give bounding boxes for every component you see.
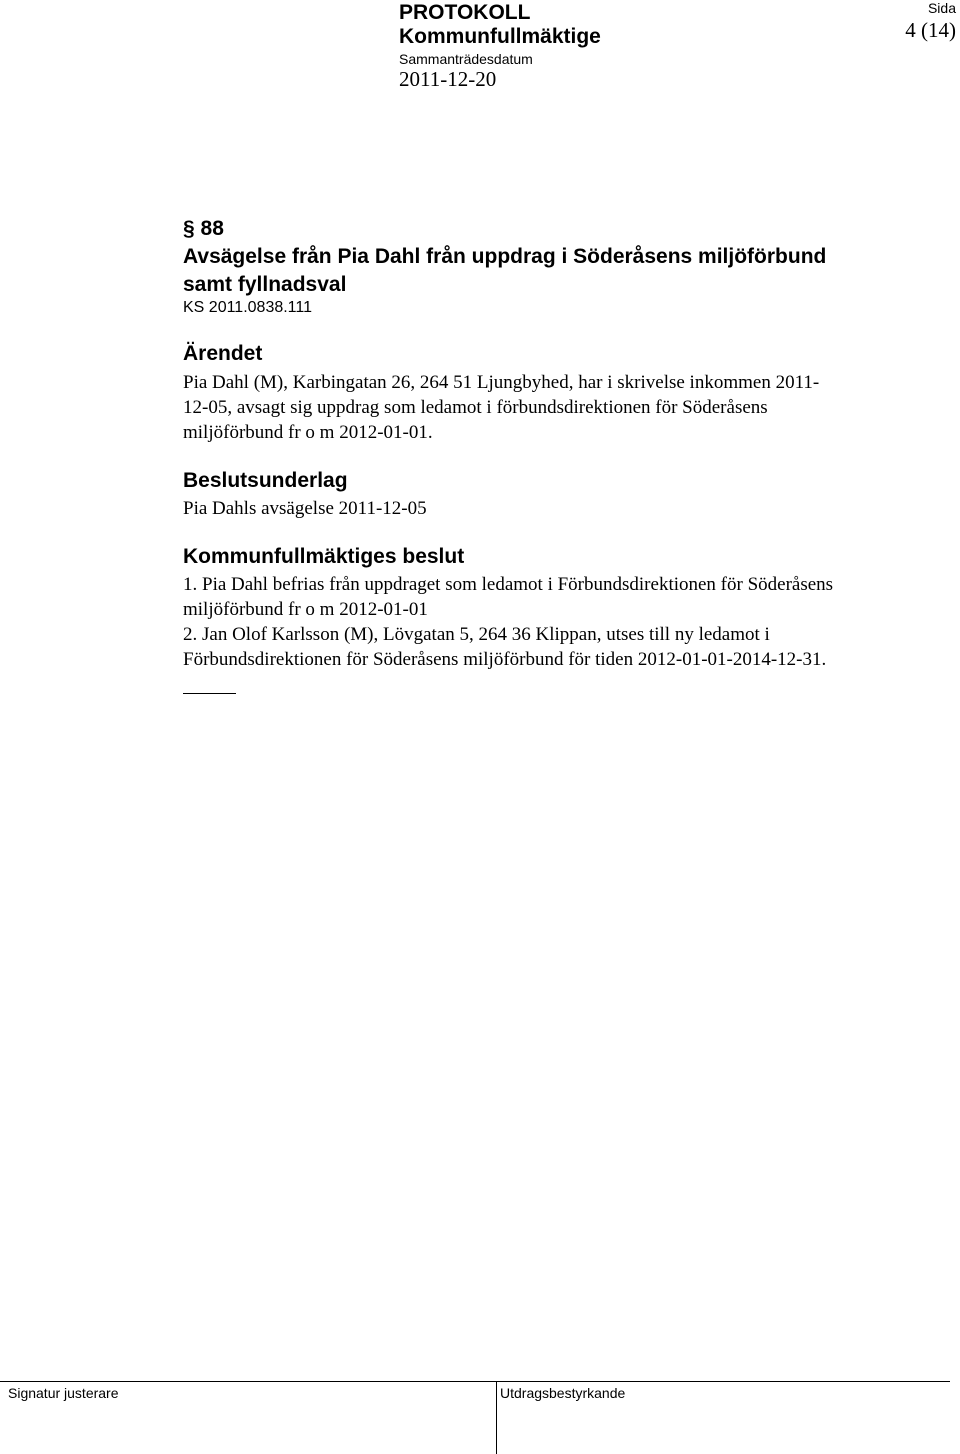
text-line: Pia Dahl (M), Karbingatan 26, 264 51 Ljungbyhed, har i skrivelse inkommen 2011- — [183, 372, 820, 393]
item-title-line: Avsägelse från Pia Dahl från uppdrag i Söderåsens miljöförbund — [183, 245, 827, 268]
section-body-beslutsunderlag — [183, 496, 427, 521]
text-line: Pia Dahls avsägelse 2011-12-05 — [183, 498, 427, 519]
document-type: PROTOKOLL — [399, 1, 531, 24]
page-number: 4 (14) — [905, 18, 956, 42]
text-line: miljöförbund fr o m 2012-01-01. — [183, 422, 433, 443]
section-heading-arendet: Ärendet — [183, 342, 263, 365]
section-heading-beslut: Kommunfullmäktiges beslut — [183, 545, 465, 568]
text-line: 1. Pia Dahl befrias från uppdraget som ledamot i Förbundsdirektionen för Söderåsens — [183, 574, 834, 595]
meeting-date: 2011-12-20 — [399, 67, 497, 91]
text-line: 2. Jan Olof Karlsson (M), Lövgatan 5, 264 36 Klippan, utses till ny ledamot i — [183, 624, 770, 645]
item-title: § 88 Avsägelse från Pia Dahl från uppdrag i Söderåsens miljöförbund samt fyllnadsval — [183, 243, 826, 299]
section-body-arendet — [183, 370, 819, 445]
text-line: miljöförbund fr o m 2012-01-01 — [183, 599, 428, 620]
section-body-beslut — [183, 572, 833, 672]
text-line: Förbundsdirektionen för Söderåsens miljöförbund för tiden 2012-01-01-2014-12-31. — [183, 649, 827, 670]
case-reference: KS 2011.0838.111 — [183, 299, 312, 316]
signature-label: Signatur justerare — [8, 1385, 119, 1401]
end-rule — [183, 693, 236, 694]
certification-label: Utdragsbestyrkande — [500, 1385, 626, 1401]
section-heading-beslutsunderlag: Beslutsunderlag — [183, 469, 348, 492]
meeting-date-label: Sammanträdesdatum — [399, 51, 533, 67]
item-title-line: samt fyllnadsval — [183, 273, 347, 296]
text-line: 12-05, avsagt sig uppdrag som ledamot i förbundsdirektionen för Söderåsens — [183, 397, 768, 418]
footer-divider — [496, 1381, 497, 1454]
footer-rule — [0, 1381, 950, 1382]
committee-name: Kommunfullmäktige — [399, 25, 601, 48]
page-label: Sida — [927, 0, 956, 16]
